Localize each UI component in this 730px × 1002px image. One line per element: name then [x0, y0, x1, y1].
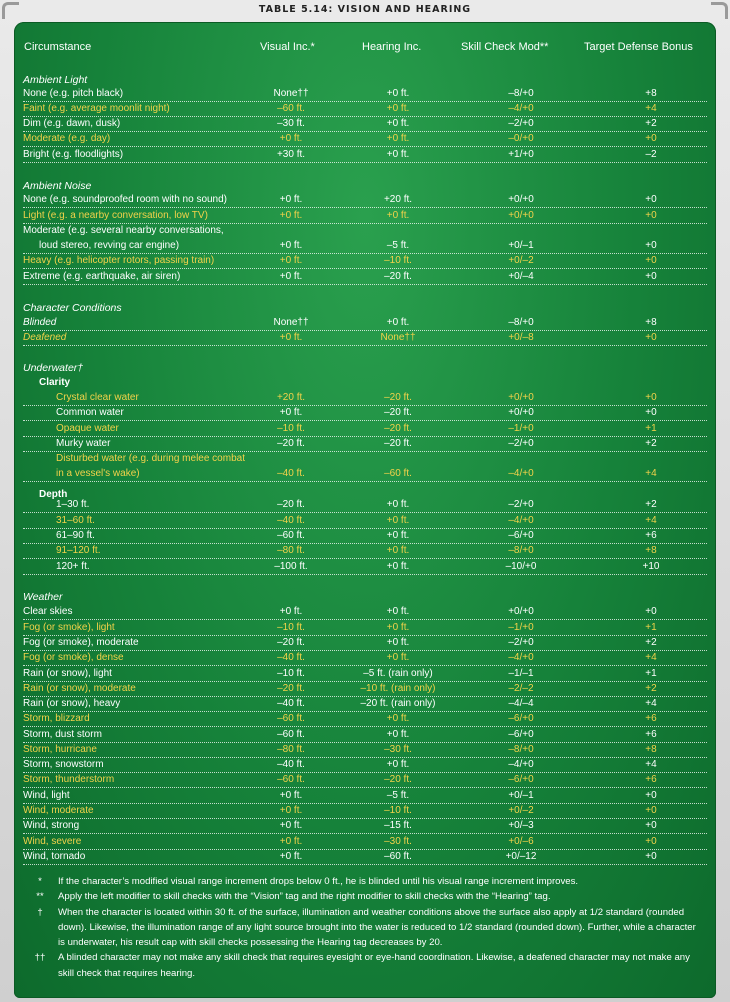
row-target-defense-bonus: –2: [645, 149, 657, 160]
row-visual-inc: +30 ft.: [276, 149, 306, 160]
table-row: [23, 239, 707, 254]
row-skill-check-mod: –6/+0: [508, 713, 534, 724]
row-visual-inc: +0 ft.: [279, 133, 303, 144]
footnote: [28, 889, 704, 904]
row-circumstance: Character Conditions: [23, 302, 122, 314]
row-visual-inc: –10 ft.: [277, 423, 305, 434]
section-heading: [23, 361, 707, 375]
row-skill-check-mod: +0/–2: [508, 805, 534, 816]
row-skill-check-mod: +0/–12: [505, 851, 537, 862]
row-circumstance: Storm, snowstorm: [23, 759, 104, 770]
row-target-defense-bonus: +1: [645, 668, 657, 679]
row-skill-check-mod: +0/–6: [508, 836, 534, 847]
row-circumstance: Murky water: [56, 438, 111, 449]
row-visual-inc: –20 ft.: [277, 683, 305, 694]
row-target-defense-bonus: +8: [645, 88, 657, 99]
row-target-defense-bonus: +0: [645, 820, 657, 831]
table-row: [23, 102, 707, 117]
table-row: [23, 819, 707, 834]
table-row: [23, 148, 707, 163]
table-row: [23, 651, 707, 666]
row-hearing-inc: +0 ft.: [386, 149, 410, 160]
row-skill-check-mod: +0/–1: [508, 240, 534, 251]
row-hearing-inc: –30 ft.: [384, 744, 412, 755]
footnote: [28, 905, 704, 951]
table-row: [23, 254, 707, 269]
row-skill-check-mod: –10/+0: [505, 561, 537, 572]
row-skill-check-mod: –2/+0: [508, 438, 534, 449]
row-target-defense-bonus: +4: [645, 468, 657, 479]
row-visual-inc: None††: [273, 317, 309, 328]
row-skill-check-mod: –4/+0: [508, 759, 534, 770]
row-hearing-inc: +0 ft.: [386, 88, 410, 99]
footnote: [28, 950, 704, 981]
table-row: [23, 132, 707, 147]
table-row: [23, 422, 707, 437]
row-circumstance: Fog (or smoke), light: [23, 622, 115, 633]
row-visual-inc: –40 ft.: [277, 759, 305, 770]
table-row: [23, 605, 707, 620]
row-visual-inc: –40 ft.: [277, 652, 305, 663]
table-row: [23, 467, 707, 482]
table-panel: [14, 22, 716, 998]
row-circumstance: Moderate (e.g. day): [23, 133, 111, 144]
row-circumstance: Clear skies: [23, 606, 73, 617]
row-skill-check-mod: +0/–8: [508, 332, 534, 343]
row-circumstance: Wind, moderate: [23, 805, 94, 816]
table-row: [23, 87, 707, 102]
row-visual-inc: –100 ft.: [274, 561, 308, 572]
row-target-defense-bonus: +6: [645, 530, 657, 541]
header-hearing-inc: Hearing Inc.: [362, 41, 422, 53]
row-hearing-inc: –20 ft.: [384, 774, 412, 785]
row-visual-inc: –40 ft.: [277, 468, 305, 479]
row-circumstance: Clarity: [39, 377, 71, 388]
row-circumstance: Common water: [56, 407, 124, 418]
header-visual-inc: Visual Inc.*: [260, 41, 315, 53]
row-skill-check-mod: –6/+0: [508, 530, 534, 541]
row-skill-check-mod: –2/+0: [508, 637, 534, 648]
row-circumstance: Storm, hurricane: [23, 744, 97, 755]
row-visual-inc: –80 ft.: [277, 545, 305, 556]
row-hearing-inc: –20 ft.: [384, 438, 412, 449]
row-skill-check-mod: –1/–1: [508, 668, 534, 679]
footnote-mark: ††: [34, 952, 46, 964]
table-row: [23, 560, 707, 575]
row-skill-check-mod: +1/+0: [508, 149, 534, 160]
footnote-mark: †: [37, 906, 43, 918]
row-circumstance: 120+ ft.: [56, 561, 90, 572]
row-hearing-inc: +0 ft.: [386, 561, 410, 572]
row-hearing-inc: –20 ft.: [384, 407, 412, 418]
row-hearing-inc: +20 ft.: [383, 194, 413, 205]
row-target-defense-bonus: +10: [642, 561, 660, 572]
footnotes: [28, 874, 704, 981]
row-circumstance: 91–120 ft.: [56, 545, 101, 556]
row-target-defense-bonus: +4: [645, 759, 657, 770]
row-circumstance: Storm, blizzard: [23, 713, 90, 724]
row-target-defense-bonus: +6: [645, 729, 657, 740]
table-row: [23, 270, 707, 285]
table-row: [23, 835, 707, 850]
row-hearing-inc: +0 ft.: [386, 606, 410, 617]
table-row: [23, 773, 707, 788]
row-skill-check-mod: –6/+0: [508, 774, 534, 785]
row-hearing-inc: –30 ft.: [384, 836, 412, 847]
row-skill-check-mod: +0/–1: [508, 790, 534, 801]
row-circumstance: Faint (e.g. average moonlit night): [23, 103, 170, 114]
row-visual-inc: +0 ft.: [279, 255, 303, 266]
table-row: [23, 544, 707, 559]
row-circumstance: Deafened: [23, 332, 67, 343]
table-row: [23, 636, 707, 651]
table-row: [23, 224, 707, 238]
row-circumstance: Underwater†: [23, 362, 84, 374]
row-target-defense-bonus: +4: [645, 515, 657, 526]
row-visual-inc: +0 ft.: [279, 805, 303, 816]
row-skill-check-mod: –2/–2: [508, 683, 534, 694]
row-skill-check-mod: +0/–2: [508, 255, 534, 266]
row-skill-check-mod: +0/–4: [508, 271, 534, 282]
table-row: [23, 498, 707, 513]
row-target-defense-bonus: +0: [645, 210, 657, 221]
row-hearing-inc: –60 ft.: [384, 468, 412, 479]
row-hearing-inc: –5 ft.: [386, 790, 410, 801]
row-circumstance: Rain (or snow), light: [23, 668, 112, 679]
table-row: [23, 743, 707, 758]
row-hearing-inc: –20 ft.: [384, 423, 412, 434]
footnote: [28, 874, 704, 889]
row-target-defense-bonus: +4: [645, 652, 657, 663]
row-target-defense-bonus: +0: [645, 271, 657, 282]
row-circumstance: 1–30 ft.: [56, 499, 90, 510]
row-hearing-inc: +0 ft.: [386, 210, 410, 221]
row-hearing-inc: –5 ft.: [386, 240, 410, 251]
row-circumstance: Rain (or snow), heavy: [23, 698, 121, 709]
row-hearing-inc: None††: [380, 332, 416, 343]
table-row: [23, 406, 707, 421]
row-skill-check-mod: –1/+0: [508, 622, 534, 633]
row-circumstance: Bright (e.g. floodlights): [23, 149, 124, 160]
row-visual-inc: +0 ft.: [279, 836, 303, 847]
row-circumstance: Moderate (e.g. several nearby conversations,: [23, 225, 224, 236]
row-circumstance: Weather: [23, 591, 63, 603]
row-visual-inc: +0 ft.: [279, 271, 303, 282]
section-heading: [23, 73, 707, 87]
table-row: [23, 316, 707, 331]
row-hearing-inc: –10 ft. (rain only): [360, 683, 436, 694]
row-target-defense-bonus: +1: [645, 622, 657, 633]
row-hearing-inc: –20 ft.: [384, 392, 412, 403]
row-visual-inc: –80 ft.: [277, 744, 305, 755]
row-visual-inc: +0 ft.: [279, 194, 303, 205]
table-row: [23, 437, 707, 452]
row-target-defense-bonus: +8: [645, 545, 657, 556]
row-visual-inc: –40 ft.: [277, 515, 305, 526]
table-row: [23, 804, 707, 819]
section-heading: [23, 179, 707, 193]
header-circumstance: Circumstance: [24, 41, 92, 53]
row-skill-check-mod: –2/+0: [508, 118, 534, 129]
row-target-defense-bonus: +4: [645, 698, 657, 709]
row-target-defense-bonus: +0: [645, 194, 657, 205]
row-hearing-inc: +0 ft.: [386, 118, 410, 129]
table-row: [23, 117, 707, 132]
row-target-defense-bonus: +0: [645, 805, 657, 816]
table-row: [23, 789, 707, 804]
row-circumstance: in a vessel's wake): [56, 468, 140, 479]
table-row: [23, 682, 707, 697]
row-target-defense-bonus: +0: [645, 133, 657, 144]
row-visual-inc: –40 ft.: [277, 698, 305, 709]
row-hearing-inc: +0 ft.: [386, 622, 410, 633]
table-row: [23, 621, 707, 636]
row-hearing-inc: –60 ft.: [384, 851, 412, 862]
table-row: [23, 331, 707, 346]
row-skill-check-mod: –8/+0: [508, 744, 534, 755]
row-target-defense-bonus: +0: [645, 407, 657, 418]
row-skill-check-mod: +0/+0: [508, 210, 534, 221]
row-circumstance: Storm, thunderstorm: [23, 774, 115, 785]
row-visual-inc: –20 ft.: [277, 499, 305, 510]
row-skill-check-mod: –4/+0: [508, 652, 534, 663]
row-circumstance: loud stereo, revving car engine): [39, 240, 180, 251]
row-hearing-inc: +0 ft.: [386, 103, 410, 114]
row-visual-inc: –60 ft.: [277, 530, 305, 541]
row-visual-inc: –20 ft.: [277, 637, 305, 648]
row-circumstance: Ambient Noise: [23, 180, 92, 192]
table-row: [23, 529, 707, 544]
row-circumstance: Storm, dust storm: [23, 729, 102, 740]
row-hearing-inc: +0 ft.: [386, 729, 410, 740]
row-target-defense-bonus: +0: [645, 332, 657, 343]
row-skill-check-mod: +0/+0: [508, 407, 534, 418]
footnote-text: When the character is located within 30 ft. of the surface, illumination and weather conditions above the surface also apply at 1/2 standard (rounded down). Likewise, the illumination range of any light source brought into the water is reduced to 1/2 standard (rounded down). Further, while a character is underwater, his result cap with skill checks possessing the Hearing tag decreases by 20.: [58, 906, 696, 949]
footnote-mark: *: [38, 876, 42, 887]
row-circumstance: Depth: [39, 489, 68, 500]
header-target-defense-bonus: Target Defense Bonus: [584, 41, 693, 53]
table-row: [23, 667, 707, 682]
row-target-defense-bonus: +2: [645, 637, 657, 648]
row-skill-check-mod: –8/+0: [508, 545, 534, 556]
footnote-text: A blinded character may not make any skill check that requires eyesight or eye-hand coordination. Likewise, a deafened character may not make any skill check that requires hearing.: [58, 952, 690, 979]
row-visual-inc: –60 ft.: [277, 774, 305, 785]
row-hearing-inc: –10 ft.: [384, 255, 412, 266]
row-skill-check-mod: +0/+0: [508, 606, 534, 617]
row-skill-check-mod: –8/+0: [508, 317, 534, 328]
section-heading: [23, 301, 707, 315]
row-circumstance: Wind, strong: [23, 820, 80, 831]
row-hearing-inc: +0 ft.: [386, 515, 410, 526]
row-hearing-inc: +0 ft.: [386, 713, 410, 724]
row-hearing-inc: +0 ft.: [386, 652, 410, 663]
table-row: [23, 850, 707, 865]
row-circumstance: Rain (or snow), moderate: [23, 683, 136, 694]
row-hearing-inc: –20 ft. (rain only): [360, 698, 436, 709]
subsection-heading: [23, 376, 707, 390]
row-target-defense-bonus: +0: [645, 392, 657, 403]
row-visual-inc: +0 ft.: [279, 851, 303, 862]
table-row: [23, 193, 707, 208]
row-target-defense-bonus: +0: [645, 790, 657, 801]
row-skill-check-mod: –6/+0: [508, 729, 534, 740]
row-visual-inc: +20 ft.: [276, 392, 306, 403]
row-visual-inc: –60 ft.: [277, 713, 305, 724]
row-circumstance: Heavy (e.g. helicopter rotors, passing train): [23, 255, 215, 266]
table-row: [23, 391, 707, 406]
row-target-defense-bonus: +8: [645, 744, 657, 755]
row-target-defense-bonus: +4: [645, 103, 657, 114]
row-target-defense-bonus: +8: [645, 317, 657, 328]
row-circumstance: Wind, light: [23, 790, 70, 801]
row-visual-inc: +0 ft.: [279, 407, 303, 418]
row-hearing-inc: –15 ft.: [384, 820, 412, 831]
row-target-defense-bonus: +0: [645, 606, 657, 617]
row-skill-check-mod: –8/+0: [508, 88, 534, 99]
table-row: [23, 728, 707, 743]
row-skill-check-mod: +0/–3: [508, 820, 534, 831]
row-hearing-inc: +0 ft.: [386, 637, 410, 648]
row-skill-check-mod: –0/+0: [508, 133, 534, 144]
row-circumstance: Fog (or smoke), dense: [23, 652, 124, 663]
row-visual-inc: None††: [273, 88, 309, 99]
row-hearing-inc: +0 ft.: [386, 133, 410, 144]
row-circumstance: Light (e.g. a nearby conversation, low TV): [23, 210, 208, 221]
row-circumstance: None (e.g. pitch black): [23, 88, 124, 99]
table-row: [23, 697, 707, 712]
row-target-defense-bonus: +0: [645, 240, 657, 251]
row-visual-inc: –20 ft.: [277, 438, 305, 449]
table-header: [14, 22, 716, 58]
row-hearing-inc: +0 ft.: [386, 545, 410, 556]
row-visual-inc: +0 ft.: [279, 790, 303, 801]
row-visual-inc: –10 ft.: [277, 668, 305, 679]
row-target-defense-bonus: +6: [645, 713, 657, 724]
row-circumstance: Fog (or smoke), moderate: [23, 637, 139, 648]
row-skill-check-mod: –2/+0: [508, 499, 534, 510]
row-hearing-inc: +0 ft.: [386, 317, 410, 328]
row-skill-check-mod: +0/+0: [508, 194, 534, 205]
row-hearing-inc: +0 ft.: [386, 530, 410, 541]
row-skill-check-mod: –1/+0: [508, 423, 534, 434]
row-skill-check-mod: +0/+0: [508, 392, 534, 403]
row-circumstance: 31–60 ft.: [56, 515, 95, 526]
row-circumstance: Dim (e.g. dawn, dusk): [23, 118, 121, 129]
row-circumstance: 61–90 ft.: [56, 530, 95, 541]
header-skill-check-mod: Skill Check Mod**: [461, 41, 549, 53]
row-skill-check-mod: –4/–4: [508, 698, 534, 709]
row-circumstance: Wind, tornado: [23, 851, 86, 862]
row-target-defense-bonus: +0: [645, 851, 657, 862]
row-hearing-inc: –20 ft.: [384, 271, 412, 282]
row-visual-inc: +0 ft.: [279, 240, 303, 251]
row-circumstance: None (e.g. soundproofed room with no sound): [23, 194, 228, 205]
row-hearing-inc: +0 ft.: [386, 499, 410, 510]
row-visual-inc: +0 ft.: [279, 332, 303, 343]
row-target-defense-bonus: +2: [645, 118, 657, 129]
row-target-defense-bonus: +2: [645, 683, 657, 694]
row-visual-inc: +0 ft.: [279, 820, 303, 831]
row-target-defense-bonus: +0: [645, 255, 657, 266]
row-visual-inc: –60 ft.: [277, 103, 305, 114]
table-row: [23, 209, 707, 224]
row-skill-check-mod: –4/+0: [508, 103, 534, 114]
row-circumstance: Disturbed water (e.g. during melee combat: [56, 453, 245, 464]
row-skill-check-mod: –4/+0: [508, 468, 534, 479]
row-target-defense-bonus: +1: [645, 423, 657, 434]
row-hearing-inc: +0 ft.: [386, 759, 410, 770]
section-heading: [23, 590, 707, 604]
footnote-text: Apply the left modifier to skill checks with the “Vision” tag and the right modifier to skill checks with the “Hearing” tag.: [58, 891, 551, 903]
row-skill-check-mod: –4/+0: [508, 515, 534, 526]
row-circumstance: Wind, severe: [23, 836, 82, 847]
table-row: [23, 758, 707, 773]
footnote-text: If the character’s modified visual range increment drops below 0 ft., he is blinded until his visual range increment improves.: [58, 876, 579, 887]
row-visual-inc: +0 ft.: [279, 210, 303, 221]
row-target-defense-bonus: +0: [645, 836, 657, 847]
table-row: [23, 712, 707, 727]
row-circumstance: Opaque water: [56, 423, 119, 434]
row-target-defense-bonus: +6: [645, 774, 657, 785]
row-visual-inc: +0 ft.: [279, 606, 303, 617]
table-title: TABLE 5.14: VISION AND HEARING: [258, 4, 472, 15]
row-hearing-inc: –10 ft.: [384, 805, 412, 816]
row-circumstance: Ambient Light: [23, 74, 88, 86]
row-hearing-inc: –5 ft. (rain only): [363, 668, 433, 679]
row-circumstance: Extreme (e.g. earthquake, air siren): [23, 271, 181, 282]
footnote-mark: **: [36, 891, 44, 903]
row-target-defense-bonus: +2: [645, 499, 657, 510]
row-circumstance: Blinded: [23, 317, 57, 328]
row-visual-inc: –10 ft.: [277, 622, 305, 633]
row-target-defense-bonus: +2: [645, 438, 657, 449]
table-row: [23, 452, 707, 466]
table-row: [23, 514, 707, 529]
row-visual-inc: –60 ft.: [277, 729, 305, 740]
row-circumstance: Crystal clear water: [56, 392, 139, 403]
row-visual-inc: –30 ft.: [277, 118, 305, 129]
